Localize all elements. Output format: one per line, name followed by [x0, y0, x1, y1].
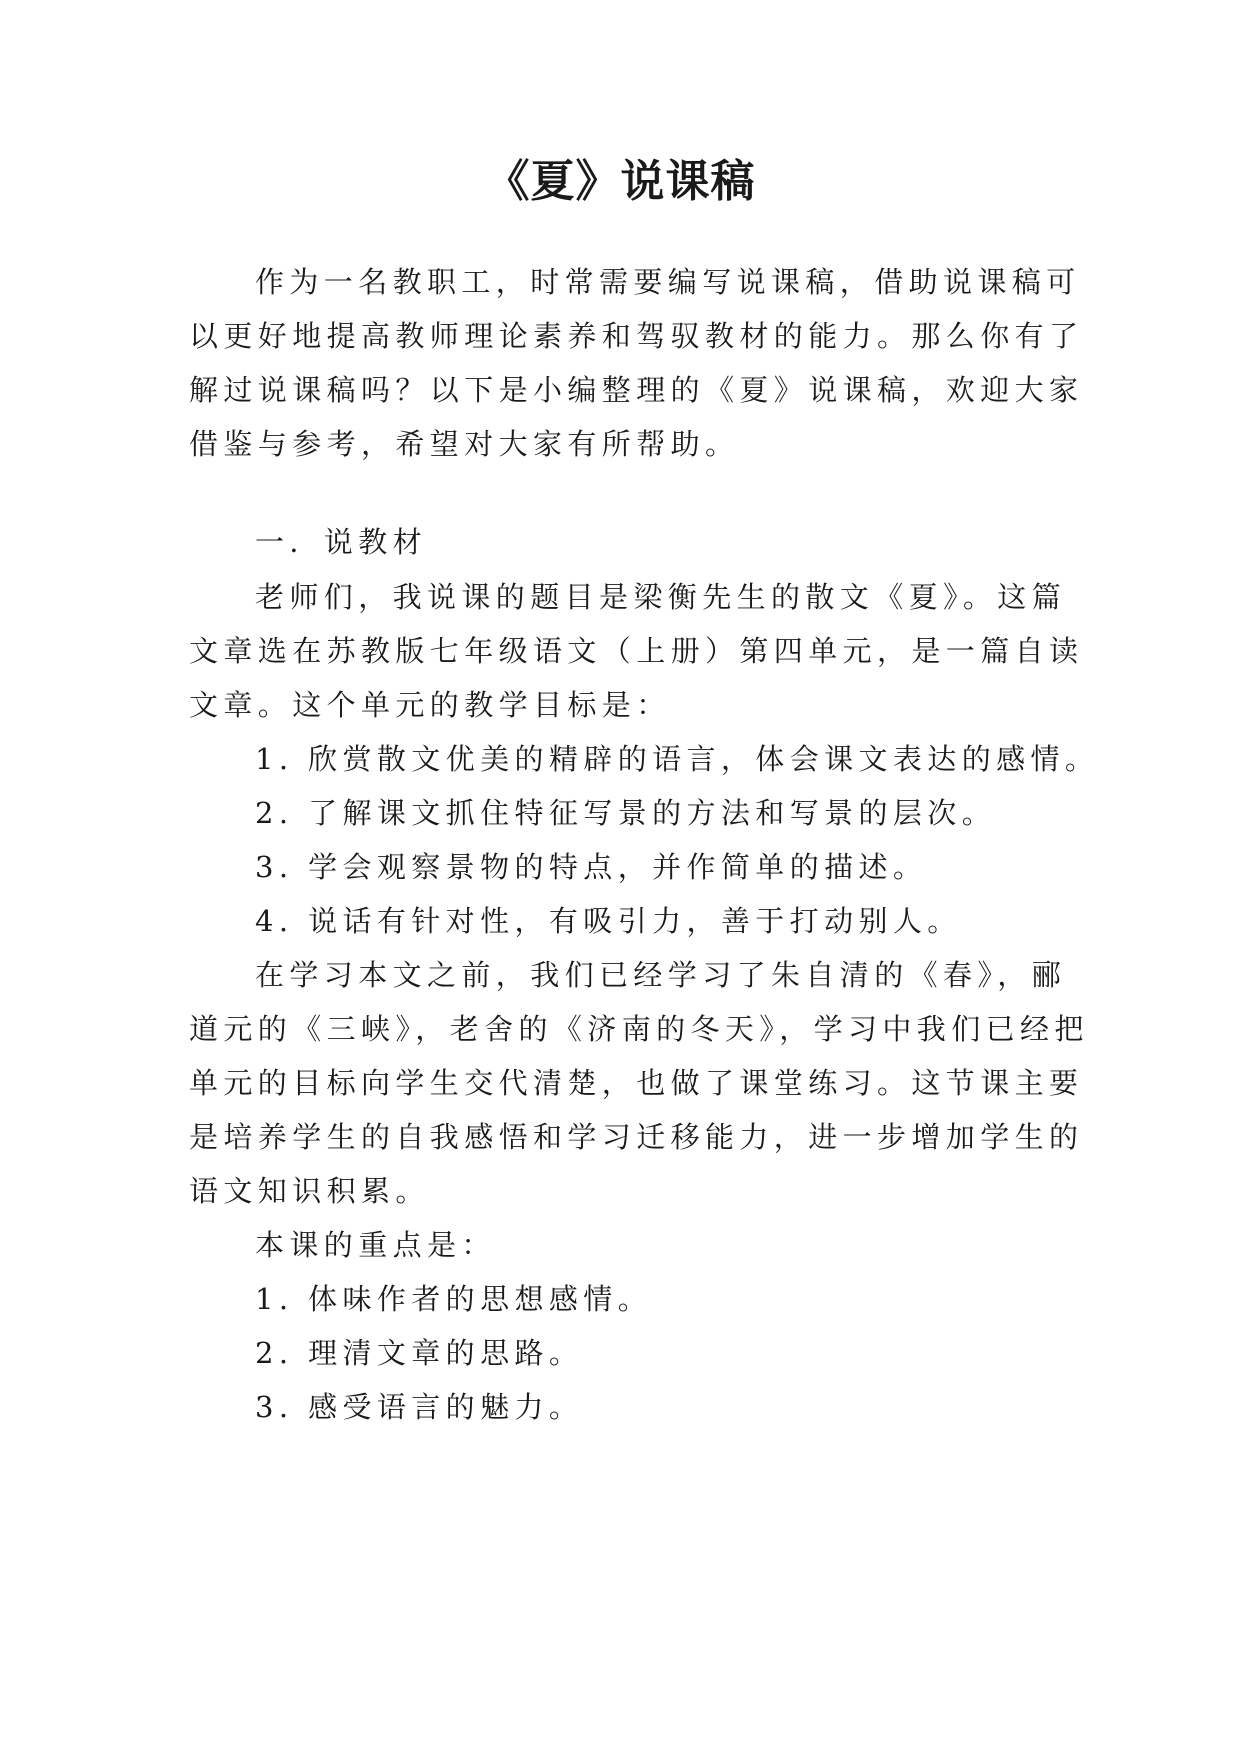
paragraph-line: 道元的《三峡》，老舍的《济南的冬天》，学习中我们已经把 [189, 1012, 1089, 1046]
goal-item: 4. 说话有针对性，有吸引力，善于打动别人。 [255, 904, 962, 938]
paragraph-line: 在学习本文之前，我们已经学习了朱自清的《春》，郦 [255, 958, 1067, 992]
goal-item: 2. 了解课文抓住特征写景的方法和写景的层次。 [255, 796, 997, 830]
paragraph-line: 老师们，我说课的题目是梁衡先生的散文《夏》。这篇 [255, 580, 1067, 614]
focus-item: 1. 体味作者的思想感情。 [255, 1282, 653, 1316]
intro-line: 作为一名教职工，时常需要编写说课稿，借助说课稿可 [255, 265, 1081, 299]
paragraph-line: 语文知识积累。 [189, 1174, 430, 1208]
intro-line: 借鉴与参考，希望对大家有所帮助。 [189, 427, 740, 461]
intro-line: 解过说课稿吗？以下是小编整理的《夏》说课稿，欢迎大家 [189, 373, 1084, 407]
goal-item: 1. 欣赏散文优美的精辟的语言，体会课文表达的感情。 [255, 742, 1100, 776]
paragraph-line: 文章。这个单元的教学目标是： [189, 688, 671, 722]
paragraph-line: 文章选在苏教版七年级语文（上册）第四单元，是一篇自读 [189, 634, 1084, 668]
goal-item: 3. 学会观察景物的特点，并作简单的描述。 [255, 850, 928, 884]
focus-item: 3. 感受语言的魅力。 [255, 1390, 584, 1424]
document-title: 《夏》说课稿 [485, 156, 756, 207]
focus-heading: 本课的重点是： [255, 1228, 496, 1262]
section-heading: 一．说教材 [255, 525, 428, 559]
focus-item: 2. 理清文章的思路。 [255, 1336, 584, 1370]
intro-line: 以更好地提高教师理论素养和驾驭教材的能力。那么你有了 [189, 319, 1084, 353]
paragraph-line: 是培养学生的自我感悟和学习迁移能力，进一步增加学生的 [189, 1120, 1084, 1154]
paragraph-line: 单元的目标向学生交代清楚，也做了课堂练习。这节课主要 [189, 1066, 1084, 1100]
